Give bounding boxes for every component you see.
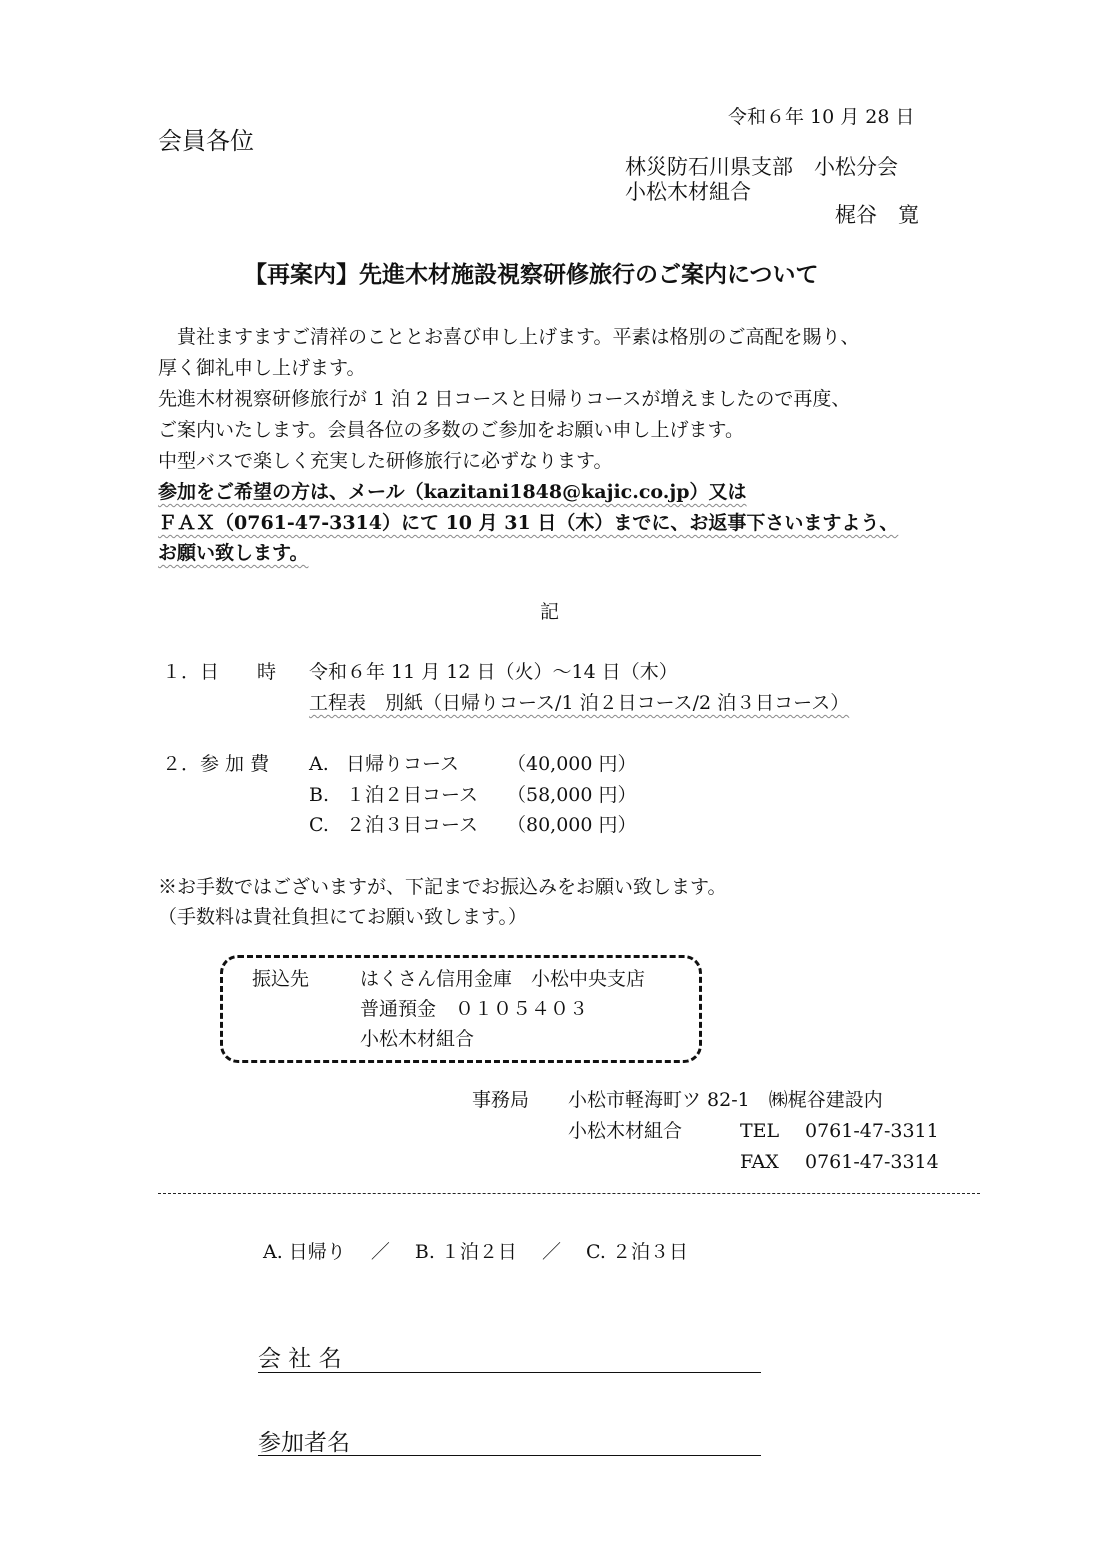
body-paragraph-1-line-2: 厚く御礼申し上げます。 bbox=[158, 357, 366, 379]
item-date-value: 令和６年 11 月 12 日（火）～14 日（木） bbox=[309, 661, 678, 683]
course-b-price: （58,000 円） bbox=[507, 784, 637, 806]
participant-name-label: 参加者名 bbox=[258, 1430, 350, 1456]
body-paragraph-3: 中型バスで楽しく充実した研修旅行に必ずなります。 bbox=[158, 450, 613, 472]
reply-request-line-1: 参加をご希望の方は、メール（kazitani1848@kajic.co.jp）又は bbox=[158, 481, 747, 503]
office-label: 事務局 bbox=[472, 1089, 530, 1111]
course-c-code: C. bbox=[309, 814, 329, 836]
transfer-note-line-1: ※お手数ではございますが、下記までお振込みをお願い致します。 bbox=[158, 876, 727, 898]
item-schedule: 工程表 別紙（日帰りコース/1 泊２日コース/2 泊３日コース） bbox=[309, 692, 850, 714]
participant-name-line bbox=[258, 1455, 761, 1456]
bank-label: 振込先 bbox=[252, 968, 310, 990]
reply-request-line-2: ＦＡＸ（0761-47-3314）にて 10 月 31 日（木）までに、お返事下さいますよう、 bbox=[158, 512, 899, 534]
sender-name: 梶谷 寛 bbox=[835, 203, 919, 227]
body-paragraph-1-line-1: 貴社ますますご清祥のこととお喜び申し上げます。平素は格別のご高配を賜り、 bbox=[158, 326, 860, 348]
reply-request-line-3: お願い致します。 bbox=[158, 542, 309, 564]
course-c-name: ２泊３日コース bbox=[346, 814, 479, 836]
course-b-name: １泊２日コース bbox=[346, 784, 479, 806]
recipient: 会員各位 bbox=[158, 127, 254, 155]
document-date: 令和６年 10 月 28 日 bbox=[728, 106, 915, 128]
sender-org-1: 林災防石川県支部 小松分会 bbox=[625, 155, 898, 179]
office-tel: 0761-47-3311 bbox=[805, 1120, 939, 1142]
office-fax-label: FAX bbox=[740, 1151, 779, 1173]
bank-holder: 小松木材組合 bbox=[360, 1028, 475, 1050]
office-fax: 0761-47-3314 bbox=[805, 1151, 939, 1173]
company-name-line bbox=[258, 1372, 761, 1373]
bank-name: はくさん信用金庫 小松中央支店 bbox=[360, 968, 646, 990]
office-tel-label: TEL bbox=[740, 1120, 780, 1142]
item-fee-label: ２．参 加 費 bbox=[162, 753, 270, 775]
course-a-name: 日帰りコース bbox=[346, 753, 460, 775]
body-paragraph-2-line-2: ご案内いたします。会員各位の多数のご参加をお願い申し上げます。 bbox=[158, 419, 744, 441]
office-address: 小松市軽海町ツ 82-1 ㈱梶谷建設内 bbox=[568, 1089, 883, 1111]
cut-line bbox=[158, 1193, 980, 1194]
course-c-price: （80,000 円） bbox=[507, 814, 637, 836]
body-paragraph-2-line-1: 先進木材視察研修旅行が 1 泊 2 日コースと日帰りコースが増えましたので再度、 bbox=[158, 388, 851, 410]
transfer-note-line-2: （手数料は貴社負担にてお願い致します。） bbox=[158, 906, 527, 928]
page-title: 【再案内】先進木材施設視察研修旅行のご案内について bbox=[244, 261, 819, 288]
course-b-code: B. bbox=[309, 784, 330, 806]
reply-course-options: A. 日帰り ／ B. １泊２日 ／ C. ２泊３日 bbox=[263, 1241, 688, 1263]
office-org: 小松木材組合 bbox=[568, 1120, 683, 1142]
item-date-label: １．日 時 bbox=[162, 661, 277, 683]
bank-account: 普通預金 ０１０５４０３ bbox=[360, 998, 589, 1020]
company-name-label: 会 社 名 bbox=[258, 1346, 342, 1372]
course-a-price: （40,000 円） bbox=[507, 753, 637, 775]
course-a-code: A. bbox=[309, 753, 329, 775]
ki-heading: 記 bbox=[540, 601, 560, 623]
sender-org-2: 小松木材組合 bbox=[625, 180, 751, 204]
